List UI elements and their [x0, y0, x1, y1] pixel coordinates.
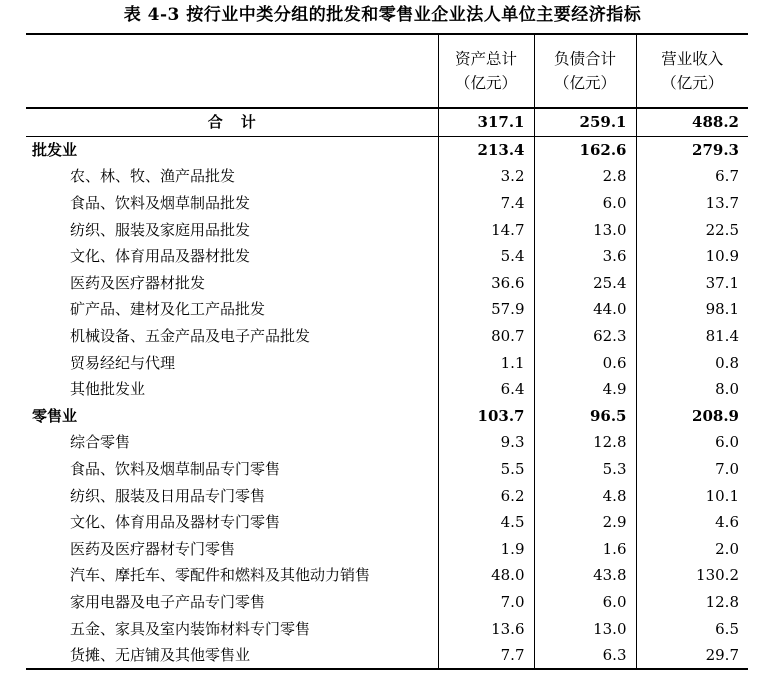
header-total-liabilities-name: 负债合计: [553, 50, 616, 68]
cell-operating-revenue: 81.4: [636, 323, 748, 350]
table-row: [26, 615, 748, 642]
cell-total-assets: 9.3: [438, 429, 534, 456]
cell-total-liabilities: 12.8: [534, 429, 636, 456]
table-row: [26, 349, 748, 376]
cell-total-assets: 7.0: [438, 589, 534, 616]
header-total-liabilities-unit: （亿元）: [553, 74, 616, 92]
header-total-assets-unit: （亿元）: [454, 74, 517, 92]
cell-operating-revenue: 10.1: [636, 482, 748, 509]
table-row: [26, 190, 748, 217]
cell-total-liabilities: 6.0: [534, 190, 636, 217]
group-row: [26, 136, 748, 163]
cell-total-liabilities: 2.8: [534, 163, 636, 190]
table-row: [26, 456, 748, 483]
cell-total-assets: 48.0: [438, 562, 534, 589]
row-label: 合计: [26, 108, 438, 136]
row-label: 文化、体育用品及器材专门零售: [70, 513, 281, 532]
table-row: [26, 270, 748, 297]
cell-total-assets: 103.7: [438, 403, 534, 430]
cell-total-assets: 3.2: [438, 163, 534, 190]
row-label: 货摊、无店铺及其他零售业: [26, 642, 438, 670]
table-body: [26, 108, 748, 669]
cell-operating-revenue: 98.1: [636, 296, 748, 323]
cell-total-liabilities: 62.3: [534, 323, 636, 350]
cell-operating-revenue: 6.7: [636, 163, 748, 190]
cell-total-liabilities: 6.3: [534, 642, 636, 670]
header-total-assets-name: 资产总计: [454, 50, 517, 68]
cell-total-assets: 57.9: [438, 296, 534, 323]
row-label: 医药及医疗器材专门零售: [70, 539, 236, 558]
group-row: [26, 403, 748, 430]
cell-total-liabilities: 44.0: [534, 296, 636, 323]
cell-operating-revenue: 2.0: [636, 536, 748, 563]
table-row: [26, 216, 748, 243]
header-operating-revenue-name: 营业收入: [661, 50, 724, 68]
cell-total-liabilities: 4.8: [534, 482, 636, 509]
cell-total-liabilities: 259.1: [534, 108, 636, 136]
cell-total-assets: 7.4: [438, 190, 534, 217]
cell-total-liabilities: 25.4: [534, 270, 636, 297]
cell-total-assets: 1.1: [438, 349, 534, 376]
cell-operating-revenue: 10.9: [636, 243, 748, 270]
table-header-row: [26, 34, 748, 108]
cell-total-liabilities: 96.5: [534, 403, 636, 430]
row-label: 贸易经纪与代理: [70, 353, 176, 372]
cell-operating-revenue: 29.7: [636, 642, 748, 670]
economic-indicators-table: [26, 33, 748, 670]
total-row: [26, 108, 748, 136]
row-label: 其他批发业: [70, 380, 146, 399]
row-label: 医药及医疗器材批发: [70, 273, 206, 292]
row-label: 食品、饮料及烟草制品专门零售: [70, 460, 281, 479]
table-row: [26, 163, 748, 190]
cell-total-assets: 5.4: [438, 243, 534, 270]
cell-operating-revenue: 4.6: [636, 509, 748, 536]
header-operating-revenue-unit: （亿元）: [661, 74, 724, 92]
cell-total-assets: 4.5: [438, 509, 534, 536]
cell-total-liabilities: 3.6: [534, 243, 636, 270]
cell-operating-revenue: 279.3: [636, 136, 748, 163]
cell-total-liabilities: 162.6: [534, 136, 636, 163]
cell-total-assets: 80.7: [438, 323, 534, 350]
table-row: [26, 642, 748, 670]
cell-total-assets: 14.7: [438, 216, 534, 243]
cell-total-assets: 5.5: [438, 456, 534, 483]
table-row: [26, 296, 748, 323]
row-label: 批发业: [32, 140, 78, 159]
cell-total-assets: 7.7: [438, 642, 534, 670]
header-total-liabilities: [534, 34, 636, 108]
cell-total-liabilities: 2.9: [534, 509, 636, 536]
cell-operating-revenue: 0.8: [636, 349, 748, 376]
row-label: 机械设备、五金产品及电子产品批发: [70, 327, 311, 346]
cell-operating-revenue: 22.5: [636, 216, 748, 243]
cell-total-liabilities: 13.0: [534, 615, 636, 642]
cell-operating-revenue: 6.0: [636, 429, 748, 456]
row-label: 家用电器及电子产品专门零售: [70, 592, 266, 611]
cell-total-liabilities: 1.6: [534, 536, 636, 563]
row-label: 五金、家具及室内装饰材料专门零售: [70, 619, 311, 638]
table-title: 表 4-3 按行业中类分组的批发和零售业企业法人单位主要经济指标: [123, 5, 642, 25]
table-row: [26, 243, 748, 270]
row-label: 纺织、服装及日用品专门零售: [70, 486, 266, 505]
row-label: 零售业: [32, 406, 78, 425]
cell-operating-revenue: 12.8: [636, 589, 748, 616]
cell-total-liabilities: 6.0: [534, 589, 636, 616]
row-label: 综合零售: [70, 433, 131, 452]
table-row: [26, 323, 748, 350]
cell-operating-revenue: 208.9: [636, 403, 748, 430]
row-label: 汽车、摩托车、零配件和燃料及其他动力销售: [70, 566, 371, 585]
header-operating-revenue: [636, 34, 748, 108]
row-label: 矿产品、建材及化工产品批发: [70, 300, 266, 319]
cell-operating-revenue: 7.0: [636, 456, 748, 483]
table-row: [26, 589, 748, 616]
header-total-assets: [438, 34, 534, 108]
table-row: [26, 376, 748, 403]
table-row: [26, 562, 748, 589]
table-row: [26, 482, 748, 509]
cell-total-assets: 317.1: [438, 108, 534, 136]
cell-total-assets: 13.6: [438, 615, 534, 642]
cell-total-liabilities: 13.0: [534, 216, 636, 243]
cell-operating-revenue: 130.2: [636, 562, 748, 589]
cell-operating-revenue: 13.7: [636, 190, 748, 217]
header-industry: [26, 34, 438, 108]
cell-total-assets: 6.2: [438, 482, 534, 509]
cell-total-liabilities: 43.8: [534, 562, 636, 589]
cell-total-liabilities: 4.9: [534, 376, 636, 403]
table-row: [26, 509, 748, 536]
cell-total-liabilities: 5.3: [534, 456, 636, 483]
row-label: 农、林、牧、渔产品批发: [70, 167, 236, 186]
cell-total-assets: 36.6: [438, 270, 534, 297]
cell-total-assets: 213.4: [438, 136, 534, 163]
cell-total-liabilities: 0.6: [534, 349, 636, 376]
row-label: 纺织、服装及家庭用品批发: [70, 220, 251, 239]
cell-total-assets: 6.4: [438, 376, 534, 403]
table-row: [26, 429, 748, 456]
table-row: [26, 536, 748, 563]
row-label: 文化、体育用品及器材批发: [70, 247, 251, 266]
cell-total-assets: 1.9: [438, 536, 534, 563]
cell-operating-revenue: 8.0: [636, 376, 748, 403]
cell-operating-revenue: 6.5: [636, 615, 748, 642]
row-label: 食品、饮料及烟草制品批发: [70, 194, 251, 213]
cell-operating-revenue: 488.2: [636, 108, 748, 136]
cell-operating-revenue: 37.1: [636, 270, 748, 297]
